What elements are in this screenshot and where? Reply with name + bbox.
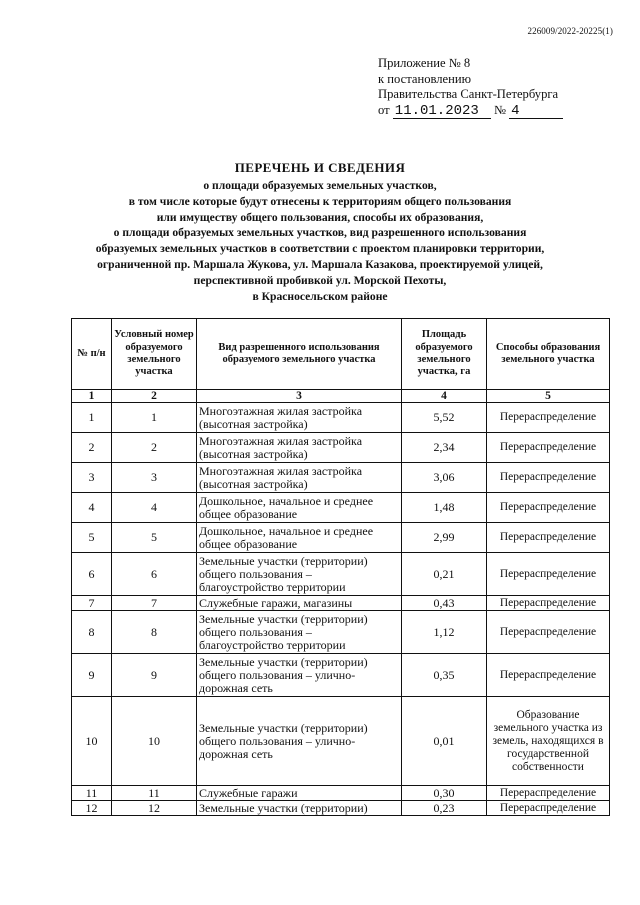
formation-method: Образование земельного участка из земель, находящихся в государственной собственности xyxy=(487,697,610,786)
row-number: 8 xyxy=(72,611,112,654)
title-heading: ПЕРЕЧЕНЬ И СВЕДЕНИЯ xyxy=(234,160,406,175)
plot-area: 3,06 xyxy=(402,463,487,493)
formation-method: Перераспределение xyxy=(487,553,610,596)
plot-area: 1,12 xyxy=(402,611,487,654)
column-number: 5 xyxy=(487,390,610,403)
formation-method: Перераспределение xyxy=(487,596,610,611)
plots-table xyxy=(71,318,610,816)
document-id: 226009/2022-20225(1) xyxy=(527,26,613,36)
plot-number: 8 xyxy=(112,611,197,654)
table-row xyxy=(72,493,610,523)
table-row xyxy=(72,786,610,801)
permitted-use: Дошкольное, начальное и среднее общее образование xyxy=(197,493,402,523)
table-row xyxy=(72,697,610,786)
appendix-government: Правительства Санкт-Петербурга xyxy=(378,87,559,101)
plot-area: 0,01 xyxy=(402,697,487,786)
appendix-block xyxy=(378,56,563,119)
row-number: 2 xyxy=(72,433,112,463)
plot-area: 0,30 xyxy=(402,786,487,801)
appendix-resolution: к постановлению xyxy=(378,71,472,86)
column-number: 2 xyxy=(112,390,197,403)
resolution-date: 11.01.2023 xyxy=(393,104,491,119)
title-line: образуемых земельных участков в соответствии с проектом планировки территории, xyxy=(95,242,545,256)
table-row xyxy=(72,463,610,493)
appendix-number: Приложение № 8 xyxy=(378,56,471,70)
title-line: перспективной пробивкой ул. Морской Пехоты, xyxy=(193,273,447,287)
formation-method: Перераспределение xyxy=(487,493,610,523)
permitted-use: Земельные участки (территории) общего пользования – благоустройство территории xyxy=(197,611,402,654)
table-header-row xyxy=(72,319,610,390)
table-row xyxy=(72,801,610,816)
plot-number: 4 xyxy=(112,493,197,523)
permitted-use: Многоэтажная жилая застройка (высотная застройка) xyxy=(197,463,402,493)
plot-number: 11 xyxy=(112,786,197,801)
title-line: в Красносельском районе xyxy=(252,289,388,303)
table-row xyxy=(72,553,610,596)
title-line: или имуществу общего пользования, способы их образования, xyxy=(156,210,484,224)
col-header-area: Площадь образуемого земельного участка, га xyxy=(402,319,487,390)
column-number: 1 xyxy=(72,390,112,403)
row-number: 11 xyxy=(72,786,112,801)
row-number: 3 xyxy=(72,463,112,493)
formation-method: Перераспределение xyxy=(487,801,610,816)
row-number: 6 xyxy=(72,553,112,596)
row-number: 9 xyxy=(72,654,112,697)
row-number: 10 xyxy=(72,697,112,786)
row-number: 5 xyxy=(72,523,112,553)
resolution-number: 4 xyxy=(509,104,563,119)
plot-area: 2,34 xyxy=(402,433,487,463)
row-number: 12 xyxy=(72,801,112,816)
table-row xyxy=(72,596,610,611)
column-number: 3 xyxy=(197,390,402,403)
title-line: ограниченной пр. Маршала Жукова, ул. Маршала Казакова, проектируемой улицей, xyxy=(97,257,543,271)
permitted-use: Служебные гаражи, магазины xyxy=(197,596,402,611)
column-number-row xyxy=(72,390,610,403)
table-row xyxy=(72,523,610,553)
formation-method: Перераспределение xyxy=(487,611,610,654)
plot-number: 6 xyxy=(112,553,197,596)
formation-method: Перераспределение xyxy=(487,523,610,553)
table-row xyxy=(72,433,610,463)
plot-area: 0,35 xyxy=(402,654,487,697)
table-row xyxy=(72,403,610,433)
permitted-use: Дошкольное, начальное и среднее общее образование xyxy=(197,523,402,553)
plot-number: 3 xyxy=(112,463,197,493)
plot-number: 7 xyxy=(112,596,197,611)
permitted-use: Многоэтажная жилая застройка (высотная застройка) xyxy=(197,433,402,463)
number-prefix: № xyxy=(493,102,506,117)
plot-area: 0,43 xyxy=(402,596,487,611)
table-row xyxy=(72,654,610,697)
title-line: в том числе которые будут отнесены к территориям общего пользования xyxy=(128,194,512,208)
permitted-use: Многоэтажная жилая застройка (высотная застройка) xyxy=(197,403,402,433)
plot-number: 2 xyxy=(112,433,197,463)
table-row xyxy=(72,611,610,654)
formation-method: Перераспределение xyxy=(487,433,610,463)
plot-area: 1,48 xyxy=(402,493,487,523)
col-header-use: Вид разрешенного использования образуемого земельного участка xyxy=(197,319,402,390)
date-prefix: от xyxy=(378,102,390,117)
row-number: 1 xyxy=(72,403,112,433)
plot-number: 5 xyxy=(112,523,197,553)
col-header-plot-number: Условный номер образуемого земельного участка xyxy=(112,319,197,390)
plot-area: 0,23 xyxy=(402,801,487,816)
formation-method: Перераспределение xyxy=(487,463,610,493)
row-number: 7 xyxy=(72,596,112,611)
row-number: 4 xyxy=(72,493,112,523)
permitted-use: Земельные участки (территории) общего пользования – улично-дорожная сеть xyxy=(197,697,402,786)
plot-area: 2,99 xyxy=(402,523,487,553)
permitted-use: Земельные участки (территории) общего пользования – благоустройство территории xyxy=(197,553,402,596)
column-number: 4 xyxy=(402,390,487,403)
plot-area: 0,21 xyxy=(402,553,487,596)
col-header-method: Способы образования земельного участка xyxy=(487,319,610,390)
plot-area: 5,52 xyxy=(402,403,487,433)
plot-number: 10 xyxy=(112,697,197,786)
plot-number: 12 xyxy=(112,801,197,816)
formation-method: Перераспределение xyxy=(487,654,610,697)
title-line: о площади образуемых земельных участков, вид разрешенного использования xyxy=(113,226,527,240)
plot-number: 1 xyxy=(112,403,197,433)
formation-method: Перераспределение xyxy=(487,403,610,433)
plot-number: 9 xyxy=(112,654,197,697)
permitted-use: Земельные участки (территории) xyxy=(197,801,402,816)
formation-method: Перераспределение xyxy=(487,786,610,801)
permitted-use: Служебные гаражи xyxy=(197,786,402,801)
title-line: о площади образуемых земельных участков, xyxy=(203,179,437,192)
document-title xyxy=(40,160,600,304)
appendix-date-row xyxy=(378,103,563,119)
col-header-num: № п/н xyxy=(72,319,112,390)
permitted-use: Земельные участки (территории) общего пользования – улично-дорожная сеть xyxy=(197,654,402,697)
